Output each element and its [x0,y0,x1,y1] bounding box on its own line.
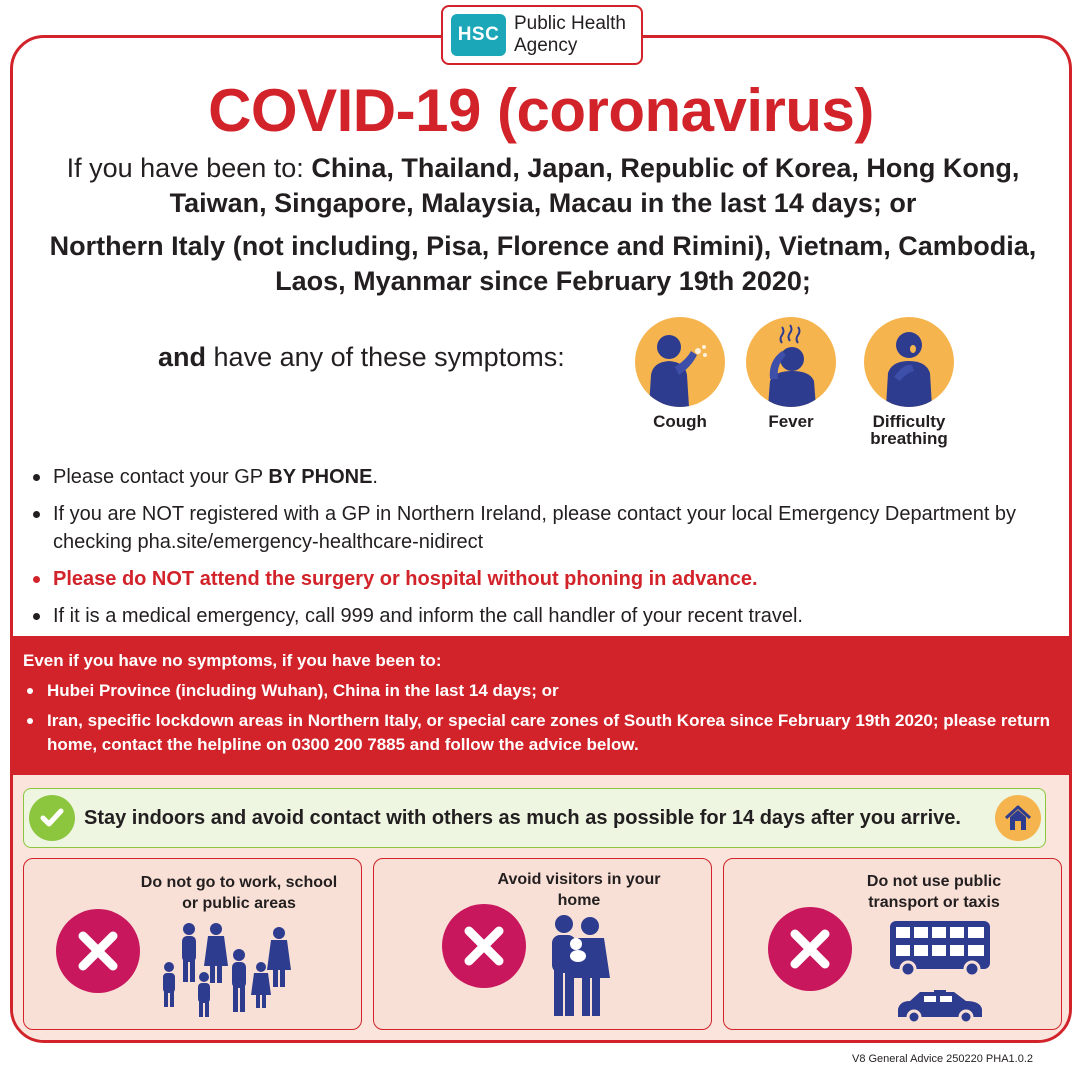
card-title: Do not use public transport or taxis [866,873,1002,911]
stay-indoors-banner [23,788,1046,848]
intro-paragraph-1 [33,151,1053,221]
cough-icon [635,317,725,407]
symptom-label: Cough [653,412,707,431]
card-no-transport [723,858,1062,1030]
intro-places-1: China, Thailand, Japan, Republic of Korea, Hong Kong, Taiwan, Singapore, Malaysia, Macau in the last 14 days; or [169,153,1020,218]
intro-places-2: Northern Italy (not including, Pisa, Florence and Rimini), Vietnam, Cambodia, Laos, Myanmar since February 19th 2020; [49,231,1037,296]
agency-name-line2: Agency [514,35,578,56]
symptoms-lead-text: have any of these symptoms: [213,342,565,372]
symptom-cough [620,317,740,430]
no-symptoms-band [13,636,1069,775]
car-icon [894,989,986,1025]
intro-lead: If you have been to: [66,153,304,183]
symptoms-lead-bold: and [158,342,207,372]
agency-name [514,13,626,57]
band-title: Even if you have no symptoms, if you have been to: [23,651,442,670]
house-icon [995,795,1041,841]
advice-punctuation: . [372,466,378,488]
advice-item-emergency: If it is a medical emergency, call 999 and inform the call handler of your recent travel. [29,602,1049,630]
pha-logo [441,5,643,65]
symptom-label: Fever [768,412,814,431]
advice-item-phone [29,463,1049,491]
cross-icon [56,909,140,993]
card-no-visitors [373,858,712,1030]
checkmark-icon [29,795,75,841]
cross-icon [442,904,526,988]
band-item: Iran, specific lockdown areas in Northern Italy, or special care zones of South Korea since February 19th 2020; please return home, contact the helpline on 0300 200 7885 and follow the advice below. [23,709,1059,757]
advice-item-warning: Please do NOT attend the surgery or hospital without phoning in advance. [29,565,1049,593]
band-list [23,679,1059,757]
stay-indoors-text: Stay indoors and avoid contact with others as much as possible for 14 days after you arrive. [84,806,961,829]
advice-text: Please contact your GP [53,466,263,488]
advice-item-not-registered: If you are NOT registered with a GP in Northern Ireland, please contact your local Emergency Department by checking pha.site/emergency-healthcare-nidirect [29,500,1049,556]
symptoms-lead [158,342,565,373]
symptom-breathing [849,317,969,447]
card-no-work [23,858,362,1030]
hsc-badge [451,14,506,56]
card-title: Avoid visitors in your home [497,871,661,909]
breathing-icon [864,317,954,407]
intro-paragraph-2 [33,229,1053,299]
symptom-fever [731,317,851,430]
page-title: COVID-19 (coronavirus) [208,77,874,144]
hsc-badge-text: HSC [457,24,500,45]
cross-icon [768,907,852,991]
band-item: Hubei Province (including Wuhan), China in the last 14 days; or [23,679,1059,703]
poster-frame [10,35,1072,1043]
card-title: Do not go to work, school or public areas [140,874,338,912]
advice-list [29,463,1049,639]
advice-emphasis: BY PHONE [268,466,373,488]
fever-icon [746,317,836,407]
family-icon [542,914,614,1018]
symptom-label: Difficulty breathing [870,412,948,448]
crowd-icon [159,921,299,1021]
advice-panel [13,775,1069,1043]
agency-name-line1: Public Health [514,13,626,34]
version-code: V8 General Advice 250220 PHA1.0.2 [851,1053,1033,1065]
